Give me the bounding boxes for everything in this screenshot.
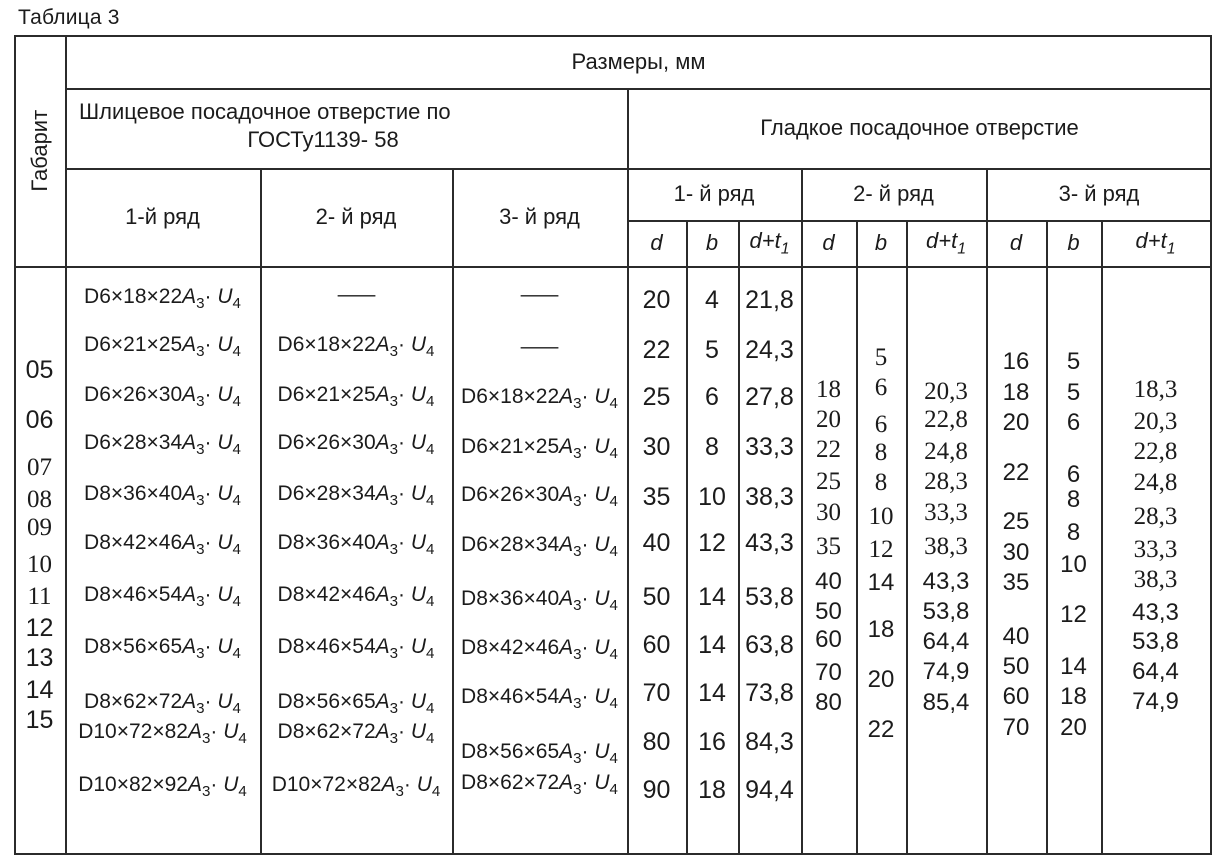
spline-designation: $D8\times 56\times 65A_3\cdot U_4$ bbox=[84, 635, 241, 663]
smooth1-dt1-column bbox=[738, 266, 801, 853]
spline-row1-header bbox=[65, 168, 260, 266]
smooth1-b-column bbox=[686, 266, 738, 853]
dimension-value: 60 bbox=[642, 631, 671, 659]
spline-designation: $D8\times 42\times 46A_3\cdot U_4$ bbox=[84, 531, 241, 559]
dimension-value: 28,3 bbox=[1133, 503, 1178, 530]
col-b-header-1-label: b bbox=[705, 230, 719, 256]
grid-line bbox=[986, 168, 988, 855]
spline-designation: $D6\times 21\times 25A_3\cdot U_4$ bbox=[461, 435, 618, 463]
dimension-value: 43,3 bbox=[1132, 599, 1179, 626]
grid-line bbox=[14, 35, 1212, 37]
col-dt1-header-3 bbox=[1101, 220, 1210, 266]
dimension-value: 35 bbox=[816, 533, 841, 560]
col-d-header-1-label: d bbox=[650, 230, 663, 256]
col-dt1-header-3-label: $d+t_1$ bbox=[1135, 227, 1176, 258]
col-d-header-3-label: d bbox=[1009, 230, 1023, 256]
spline-designation: $D10\times 72\times 82A_3\cdot U_4$ bbox=[271, 773, 441, 801]
gabarit-header-cell bbox=[14, 35, 65, 266]
gabarit-values-column bbox=[14, 266, 65, 853]
dimension-value: 43,3 bbox=[922, 568, 970, 595]
smooth3-b-column bbox=[1046, 266, 1101, 853]
dimension-value: 63,8 bbox=[745, 631, 794, 659]
spline-row1-header-label: 1-й ряд bbox=[125, 204, 200, 230]
dimension-value: 18 bbox=[698, 776, 726, 804]
dimension-value: 15 bbox=[25, 706, 54, 734]
dimension-value: 22 bbox=[642, 336, 671, 364]
dimension-value: 08 bbox=[27, 486, 52, 513]
spline-designation: $D6\times 18\times 22A_3\cdot U_4$ bbox=[277, 333, 435, 361]
grid-line bbox=[627, 88, 629, 855]
dimension-value: 20 bbox=[867, 666, 895, 693]
col-b-header-3 bbox=[1046, 220, 1101, 266]
dimension-value: 18 bbox=[1002, 379, 1030, 406]
dimension-value: 50 bbox=[642, 583, 671, 611]
smooth-row1-header-label: 1- й ряд bbox=[673, 181, 755, 207]
dimension-value: 24,8 bbox=[1133, 469, 1178, 496]
dimension-value: 21,8 bbox=[745, 286, 794, 314]
smooth-row3-header-label: 3- й ряд bbox=[1058, 181, 1140, 207]
smooth2-b-column bbox=[856, 266, 906, 853]
dimension-value: 12 bbox=[698, 529, 726, 557]
dimension-value: 22 bbox=[867, 716, 895, 743]
dimension-value: 30 bbox=[1002, 539, 1030, 566]
grid-line bbox=[627, 220, 1212, 222]
dimension-value: 80 bbox=[815, 689, 842, 716]
dimension-value: 40 bbox=[1002, 623, 1030, 650]
dimension-value: 06 bbox=[25, 406, 54, 434]
dimension-value: 43,3 bbox=[745, 529, 794, 557]
dimension-value: 8 bbox=[874, 469, 888, 496]
dimension-value: 64,4 bbox=[1132, 658, 1179, 685]
smooth-hole-header-label: Гладкое посадочное отверстие bbox=[760, 115, 1079, 141]
dimension-value: 20,3 bbox=[1133, 408, 1178, 435]
grid-line bbox=[738, 220, 740, 855]
dimension-value: 6 bbox=[1066, 409, 1081, 436]
dimension-value: 22 bbox=[816, 436, 841, 463]
dimension-value: 20 bbox=[642, 286, 671, 314]
smooth-row3-header bbox=[986, 168, 1212, 220]
dimension-value: 6 bbox=[874, 374, 888, 401]
spline-row3-header bbox=[452, 168, 627, 266]
dimension-value: 11 bbox=[27, 583, 52, 610]
spline-designation: $D6\times 21\times 25A_3\cdot U_4$ bbox=[84, 333, 241, 361]
spline-row2-header-label: 2- й ряд bbox=[315, 204, 397, 230]
dimension-value: 10 bbox=[1060, 551, 1087, 578]
dimension-value: 38,3 bbox=[1133, 566, 1178, 593]
spline-designation: $D8\times 36\times 40A_3\cdot U_4$ bbox=[461, 587, 618, 615]
smooth-row2-header-label: 2- й ряд bbox=[853, 181, 934, 207]
grid-line bbox=[14, 35, 16, 855]
dimension-value: 20 bbox=[1060, 714, 1087, 741]
spline-hole-header-line1: Шлицевое посадочное отверстие по bbox=[79, 99, 451, 124]
grid-line bbox=[14, 853, 1212, 855]
no-value-dash: — bbox=[520, 335, 559, 358]
dimension-value: 25 bbox=[1002, 508, 1030, 535]
col-dt1-header-1-label: $d+t_1$ bbox=[749, 227, 790, 258]
col-dt1-header-2 bbox=[906, 220, 986, 266]
dimension-value: 30 bbox=[642, 433, 671, 461]
dimension-value: 50 bbox=[815, 598, 842, 625]
dimension-value: 20,3 bbox=[924, 378, 968, 405]
dimension-value: 14 bbox=[698, 583, 726, 611]
grid-line bbox=[1046, 220, 1048, 855]
dimension-value: 70 bbox=[1002, 714, 1030, 741]
dimension-value: 28,3 bbox=[924, 468, 968, 495]
spline-designation: $D6\times 28\times 34A_3\cdot U_4$ bbox=[277, 482, 435, 510]
col-dt1-header-1 bbox=[738, 220, 801, 266]
spline-designation: $D8\times 62\times 72A_3\cdot U_4$ bbox=[84, 690, 241, 718]
dimension-value: 10 bbox=[27, 551, 52, 578]
dimension-value: 74,9 bbox=[922, 658, 970, 685]
spline-series2-column bbox=[260, 266, 452, 853]
spline-designation: $D8\times 36\times 40A_3\cdot U_4$ bbox=[84, 482, 241, 510]
dimension-value: 6 bbox=[874, 411, 888, 438]
dimension-value: 33,3 bbox=[745, 433, 794, 461]
dimension-value: 18 bbox=[816, 376, 841, 403]
dimension-value: 53,8 bbox=[922, 598, 970, 625]
dimension-value: 27,8 bbox=[745, 383, 794, 411]
grid-line bbox=[1101, 220, 1103, 855]
dimension-value: 73,8 bbox=[745, 679, 794, 707]
col-d-header-2-label: d bbox=[822, 230, 835, 256]
dimension-value: 5 bbox=[1066, 348, 1081, 375]
spline-hole-header-cell bbox=[65, 88, 627, 178]
dimension-value: 35 bbox=[642, 483, 671, 511]
spline-designation: $D6\times 18\times 22A_3\cdot U_4$ bbox=[84, 285, 241, 313]
dimension-value: 24,8 bbox=[924, 438, 968, 465]
col-d-header-1 bbox=[627, 220, 686, 266]
grid-line bbox=[65, 35, 67, 855]
dimension-value: 14 bbox=[698, 631, 726, 659]
dimension-value: 70 bbox=[642, 679, 671, 707]
spline-designation: $D6\times 28\times 34A_3\cdot U_4$ bbox=[84, 431, 241, 459]
dimension-value: 09 bbox=[27, 514, 52, 541]
dimension-value: 14 bbox=[867, 569, 895, 596]
dimension-value: 12 bbox=[25, 614, 54, 642]
spline-series1-column bbox=[65, 266, 260, 853]
col-b-header-2-label: b bbox=[874, 230, 888, 256]
smooth1-d-column bbox=[627, 266, 686, 853]
no-value-dash: — bbox=[520, 283, 559, 306]
dimension-value: 6 bbox=[705, 383, 719, 411]
spline-designation: $D6\times 21\times 25A_3\cdot U_4$ bbox=[277, 383, 435, 411]
smooth2-dt1-column bbox=[906, 266, 986, 853]
dimension-value: 14 bbox=[1060, 653, 1087, 680]
dimension-value: 84,3 bbox=[745, 728, 794, 756]
dimension-value: 64,4 bbox=[922, 628, 970, 655]
grid-line bbox=[65, 168, 1212, 170]
spline-series3-column bbox=[452, 266, 627, 853]
grid-line bbox=[686, 220, 688, 855]
smooth-row1-header bbox=[627, 168, 801, 220]
dimension-value: 05 bbox=[25, 356, 54, 384]
spline-designation: $D8\times 46\times 54A_3\cdot U_4$ bbox=[461, 685, 618, 713]
spline-designation: $D10\times 72\times 82A_3\cdot U_4$ bbox=[78, 720, 247, 748]
dimension-value: 14 bbox=[25, 676, 54, 704]
dimension-value: 60 bbox=[815, 626, 842, 653]
dimension-value: 90 bbox=[642, 776, 671, 804]
spline-designation: $D8\times 42\times 46A_3\cdot U_4$ bbox=[277, 583, 435, 611]
dimension-value: 38,3 bbox=[745, 483, 794, 511]
dimension-value: 53,8 bbox=[1132, 628, 1179, 655]
dimension-value: 12 bbox=[868, 536, 894, 563]
table-title: Таблица 3 bbox=[18, 6, 120, 29]
dimension-value: 40 bbox=[642, 529, 671, 557]
dimension-value: 20 bbox=[1002, 409, 1030, 436]
dimension-value: 38,3 bbox=[924, 533, 968, 560]
dimension-value: 6 bbox=[1066, 461, 1081, 488]
dimension-value: 5 bbox=[1066, 379, 1081, 406]
dimension-value: 50 bbox=[1002, 653, 1030, 680]
dimension-value: 18 bbox=[867, 616, 895, 643]
sizes-header-label: Размеры, мм bbox=[571, 48, 706, 74]
spline-designation: $D8\times 62\times 72A_3\cdot U_4$ bbox=[461, 771, 618, 799]
dimension-value: 18 bbox=[1060, 683, 1087, 710]
grid-line bbox=[856, 220, 858, 855]
col-b-header-1 bbox=[686, 220, 738, 266]
smooth3-dt1-column bbox=[1101, 266, 1210, 853]
grid-line bbox=[65, 88, 1212, 90]
dimension-value: 80 bbox=[642, 728, 671, 756]
dimension-value: 53,8 bbox=[745, 583, 794, 611]
gabarit-header-label: Габарит bbox=[26, 109, 52, 192]
sizes-header-cell bbox=[65, 35, 1212, 88]
spline-designation: $D6\times 18\times 22A_3\cdot U_4$ bbox=[461, 385, 618, 413]
dimension-value: 22 bbox=[1002, 459, 1030, 486]
spline-designation: $D8\times 42\times 46A_3\cdot U_4$ bbox=[461, 636, 618, 664]
spline-designation: $D10\times 82\times 92A_3\cdot U_4$ bbox=[78, 773, 247, 801]
dimension-value: 8 bbox=[874, 439, 888, 466]
dimension-value: 4 bbox=[705, 286, 719, 314]
grid-line bbox=[801, 168, 803, 855]
dimension-value: 5 bbox=[874, 344, 888, 371]
spline-designation: $D8\times 46\times 54A_3\cdot U_4$ bbox=[277, 635, 435, 663]
dimension-value: 33,3 bbox=[1133, 536, 1178, 563]
col-d-header-3 bbox=[986, 220, 1046, 266]
dimension-value: 40 bbox=[815, 568, 842, 595]
dimension-value: 30 bbox=[816, 499, 841, 526]
grid-line bbox=[260, 168, 262, 855]
dimension-value: 35 bbox=[1002, 569, 1030, 596]
dimension-value: 13 bbox=[25, 644, 54, 672]
dimension-value: 25 bbox=[642, 383, 671, 411]
grid-line bbox=[14, 266, 1212, 268]
spline-designation: $D6\times 26\times 30A_3\cdot U_4$ bbox=[84, 383, 241, 411]
dimension-value: 12 bbox=[1060, 601, 1087, 628]
spline-designation: $D8\times 56\times 65A_3\cdot U_4$ bbox=[277, 690, 435, 718]
spline-row2-header bbox=[260, 168, 452, 266]
col-b-header-3-label: b bbox=[1067, 230, 1080, 256]
dimension-value: 5 bbox=[705, 336, 719, 364]
spline-designation: $D8\times 56\times 65A_3\cdot U_4$ bbox=[461, 740, 618, 768]
dimension-value: 07 bbox=[27, 454, 52, 481]
dimension-value: 16 bbox=[698, 728, 726, 756]
dimension-value: 14 bbox=[698, 679, 726, 707]
dimension-value: 20 bbox=[816, 406, 841, 433]
col-d-header-2 bbox=[801, 220, 856, 266]
col-b-header-2 bbox=[856, 220, 906, 266]
no-value-dash: — bbox=[337, 283, 375, 306]
dimension-value: 8 bbox=[705, 433, 719, 461]
dimension-value: 16 bbox=[1002, 348, 1030, 375]
grid-line bbox=[452, 168, 454, 855]
smooth-row2-header bbox=[801, 168, 986, 220]
smooth3-d-column bbox=[986, 266, 1046, 853]
dimension-value: 60 bbox=[1002, 683, 1030, 710]
grid-line bbox=[1210, 35, 1212, 855]
grid-line bbox=[906, 220, 908, 855]
dimension-value: 8 bbox=[1066, 486, 1081, 513]
dimension-value: 10 bbox=[698, 483, 726, 511]
dimension-value: 24,3 bbox=[745, 336, 794, 364]
col-dt1-header-2-label: $d+t_1$ bbox=[925, 227, 966, 258]
spline-designation: $D6\times 26\times 30A_3\cdot U_4$ bbox=[461, 483, 618, 511]
dimension-value: 18,3 bbox=[1133, 376, 1178, 403]
dimension-value: 22,8 bbox=[924, 406, 968, 433]
smooth2-d-column bbox=[801, 266, 856, 853]
spline-designation: $D8\times 46\times 54A_3\cdot U_4$ bbox=[84, 583, 241, 611]
spline-designation: $D6\times 28\times 34A_3\cdot U_4$ bbox=[461, 533, 618, 561]
dimension-value: 10 bbox=[868, 503, 894, 530]
dimension-value: 33,3 bbox=[924, 499, 968, 526]
dimension-value: 25 bbox=[816, 468, 841, 495]
dimension-value: 74,9 bbox=[1132, 688, 1179, 715]
spline-hole-header-line2: ГОСТу1139- 58 bbox=[247, 126, 399, 152]
spline-designation: $D8\times 62\times 72A_3\cdot U_4$ bbox=[277, 720, 435, 748]
spline-designation: $D8\times 36\times 40A_3\cdot U_4$ bbox=[277, 531, 435, 559]
spline-row3-header-label: 3- й ряд bbox=[499, 204, 580, 230]
dimension-value: 70 bbox=[815, 659, 842, 686]
dimension-value: 22,8 bbox=[1133, 438, 1178, 465]
dimension-value: 94,4 bbox=[745, 776, 794, 804]
dimension-value: 85,4 bbox=[922, 689, 970, 716]
spline-designation: $D6\times 26\times 30A_3\cdot U_4$ bbox=[277, 431, 435, 459]
dimension-value: 8 bbox=[1066, 519, 1081, 546]
